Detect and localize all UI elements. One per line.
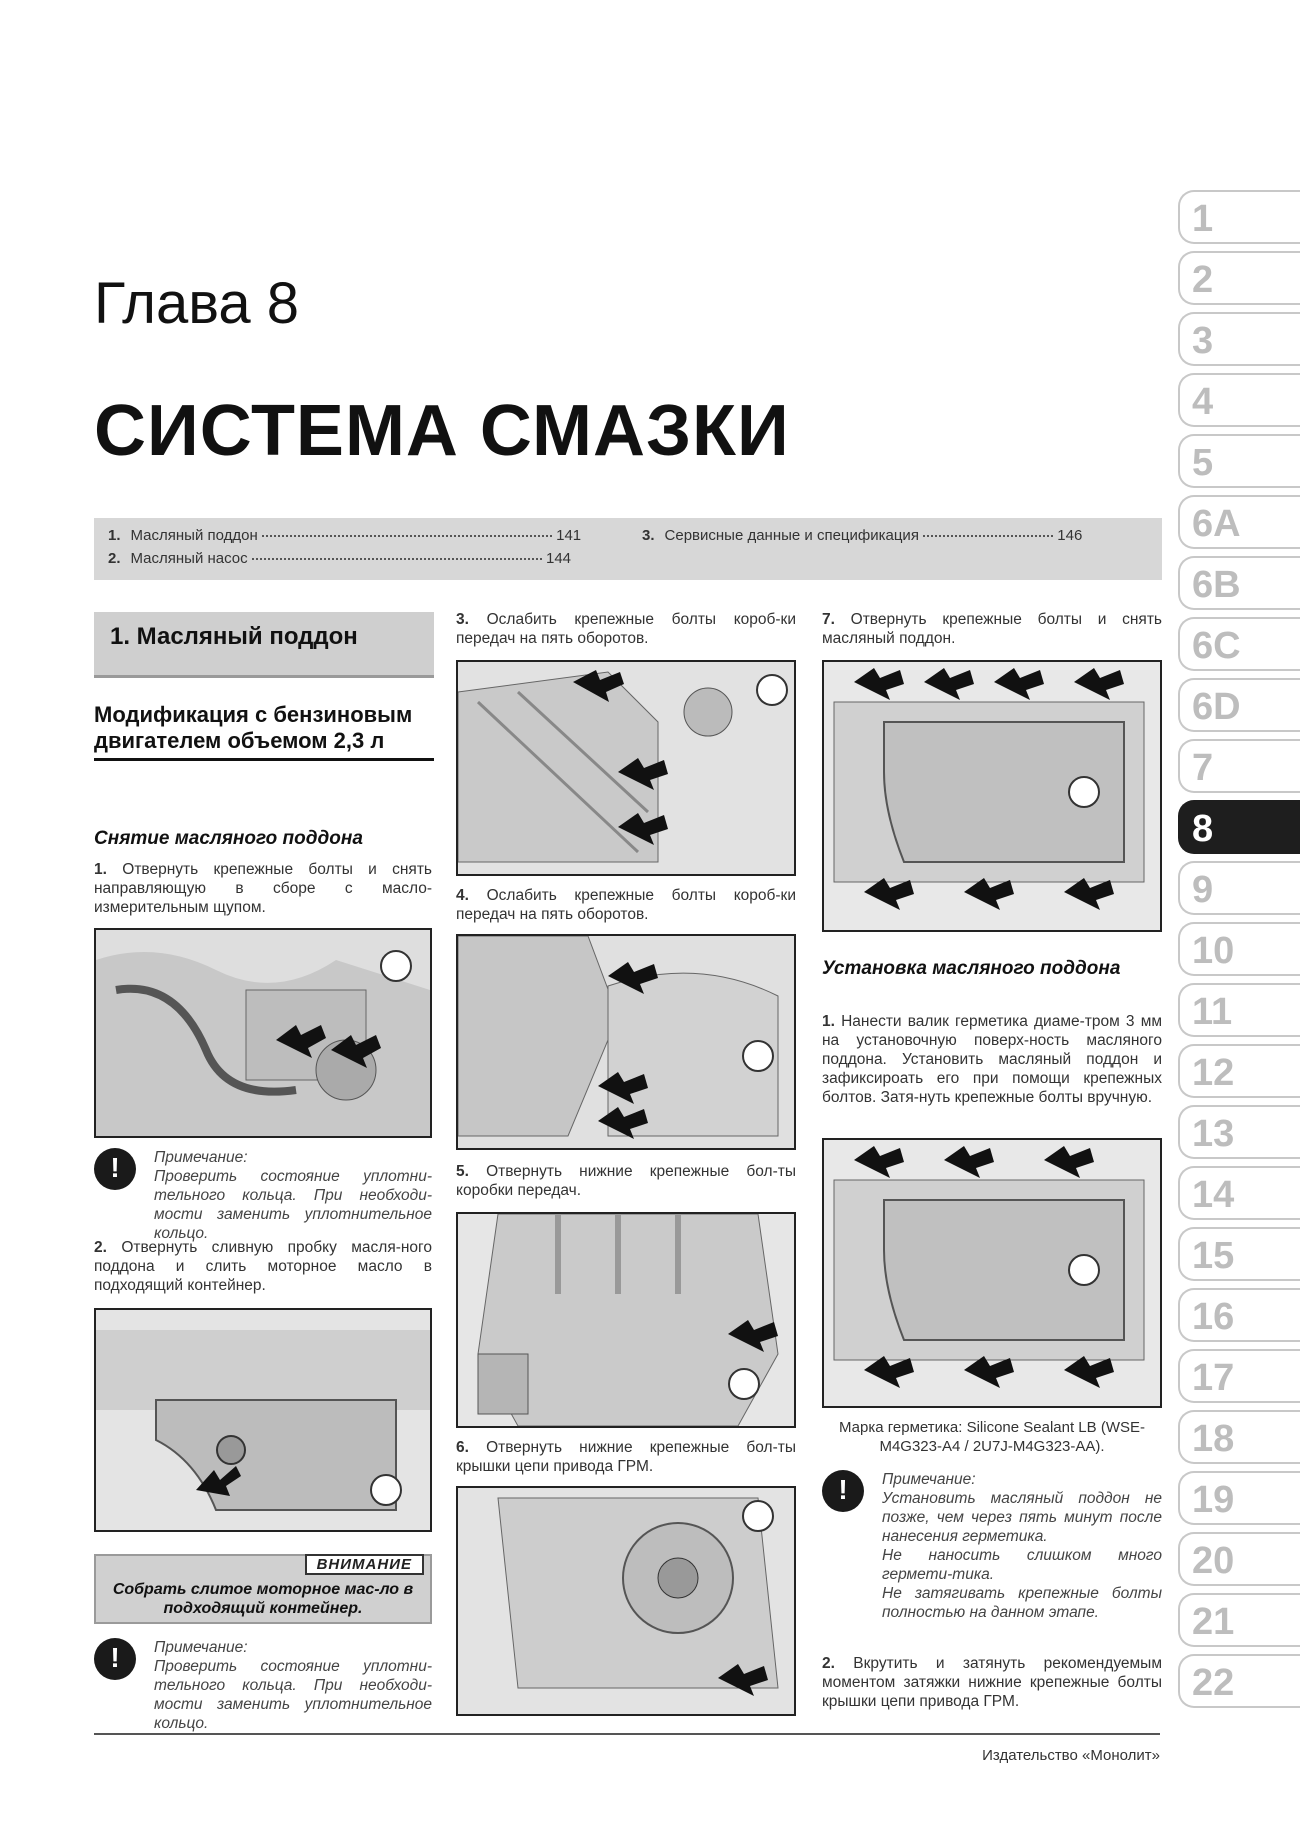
chapter-tab-18[interactable]: 18 <box>1178 1410 1300 1464</box>
oil-pan-illustration <box>824 662 1160 930</box>
step-text: Ослабить крепежные болты короб-ки передач на пять оборотов. <box>456 887 797 923</box>
chapter-tab-7[interactable]: 7 <box>1178 739 1300 793</box>
step-text: Ослабить крепежные болты короб-ки передач на пять оборотов. <box>456 611 797 647</box>
timing-cover-illustration <box>458 1488 794 1714</box>
toc-title: Масляный поддон <box>130 527 258 544</box>
chapter-tab-19[interactable]: 19 <box>1178 1471 1300 1525</box>
step-number: 2. <box>94 1239 107 1256</box>
note-line: Установить масляный поддон не позже, чем через пять минут после нанесения герметика. <box>882 1490 1162 1545</box>
step-7 <box>822 610 1162 648</box>
toc-num: 2. <box>108 550 121 567</box>
oil-pan-illustration <box>824 1140 1160 1406</box>
note-label: Примечание: <box>882 1471 976 1488</box>
install-step-2 <box>822 1654 1162 1711</box>
chapter-tab-6c[interactable]: 6C <box>1178 617 1300 671</box>
chapter-tab-11[interactable]: 11 <box>1178 983 1300 1037</box>
step-4 <box>456 886 796 924</box>
step-5 <box>456 1162 796 1200</box>
chapter-tab-16[interactable]: 16 <box>1178 1288 1300 1342</box>
gearbox-photo-3 <box>456 1212 796 1428</box>
install-heading: Установка масляного поддона <box>822 958 1121 979</box>
chapter-tab-15[interactable]: 15 <box>1178 1227 1300 1281</box>
publisher: Издательство «Монолит» <box>982 1747 1160 1764</box>
footer-divider <box>94 1733 1160 1735</box>
gearbox-photo-1 <box>456 660 796 876</box>
note-text <box>882 1470 1162 1622</box>
timing-cover-photo <box>456 1486 796 1716</box>
table-of-contents <box>94 518 1162 580</box>
note-icon <box>94 1148 136 1190</box>
step-number: 3. <box>456 611 469 628</box>
note-3 <box>822 1470 1162 1620</box>
section-heading: 1. Масляный поддон <box>94 612 434 678</box>
chapter-tab-14[interactable]: 14 <box>1178 1166 1300 1220</box>
note-label: Примечание: <box>154 1639 248 1656</box>
oil-pan-illustration <box>96 1310 430 1530</box>
chapter-tab-9[interactable]: 9 <box>1178 861 1300 915</box>
chapter-tab-20[interactable]: 20 <box>1178 1532 1300 1586</box>
chapter-tabs <box>1178 190 1300 1715</box>
toc-num: 1. <box>108 527 121 544</box>
chapter-tab-5[interactable]: 5 <box>1178 434 1300 488</box>
toc-item[interactable] <box>108 550 571 567</box>
note-line: Не затягивать крепежные болты полностью на данном этапе. <box>882 1585 1162 1621</box>
warning-label: ВНИМАНИЕ <box>305 1554 424 1575</box>
engine-photo-1 <box>94 928 432 1138</box>
chapter-tab-6b[interactable]: 6B <box>1178 556 1300 610</box>
note-text <box>154 1638 432 1733</box>
step-number: 1. <box>94 861 107 878</box>
note-body: Проверить состояние уплотни-тельного кольца. При необходи-мости заменить уплотнительное кольцо. <box>154 1168 432 1242</box>
toc-dots <box>252 558 542 560</box>
step-number: 5. <box>456 1163 469 1180</box>
warning-text: Собрать слитое моторное мас-ло в подходящий контейнер. <box>112 1581 414 1617</box>
toc-page: 141 <box>556 527 582 544</box>
gearbox-illustration <box>458 936 794 1148</box>
chapter-tab-17[interactable]: 17 <box>1178 1349 1300 1403</box>
chapter-tab-21[interactable]: 21 <box>1178 1593 1300 1647</box>
oil-pan-photo <box>94 1308 432 1532</box>
page-title: СИСТЕМА СМАЗКИ <box>94 391 790 471</box>
toc-item[interactable] <box>642 527 1082 544</box>
chapter-tab-1[interactable]: 1 <box>1178 190 1300 244</box>
chapter-tab-3[interactable]: 3 <box>1178 312 1300 366</box>
chapter-tab-13[interactable]: 13 <box>1178 1105 1300 1159</box>
note-text <box>154 1148 432 1243</box>
step-2 <box>94 1238 432 1295</box>
modification-title: Модификация с бензиновым двигателем объемом 2,3 л <box>94 702 434 761</box>
install-step-1 <box>822 1012 1162 1107</box>
gearbox-illustration <box>458 1214 794 1426</box>
note-2 <box>94 1638 432 1732</box>
oil-pan-install-photo <box>822 1138 1162 1408</box>
step-text: Нанести валик герметика диаме-тром 3 мм на установочную поверх-ность масляного поддона. Установить масляный поддон и зафиксироать его при помощи крепежных болтов. Затя-нуть крепежные болты вручную. <box>822 1013 1163 1106</box>
chapter-tab-10[interactable]: 10 <box>1178 922 1300 976</box>
chapter-tab-12[interactable]: 12 <box>1178 1044 1300 1098</box>
step-text: Отвернуть сливную пробку масля-ного поддона и слить моторное масло в подходящий контейнер. <box>94 1239 432 1294</box>
toc-page: 144 <box>546 550 572 567</box>
note-label: Примечание: <box>154 1149 248 1166</box>
chapter-label: Глава 8 <box>94 271 300 336</box>
toc-dots <box>923 535 1053 537</box>
gearbox-photo-2 <box>456 934 796 1150</box>
engine-illustration <box>96 930 430 1136</box>
step-text: Отвернуть нижние крепежные бол-ты коробки передач. <box>456 1163 796 1199</box>
step-number: 2. <box>822 1655 835 1672</box>
oil-pan-removal-photo <box>822 660 1162 932</box>
chapter-tab-22[interactable]: 22 <box>1178 1654 1300 1708</box>
toc-title: Масляный насос <box>130 550 248 567</box>
toc-item[interactable] <box>108 527 581 544</box>
note-icon <box>822 1470 864 1512</box>
step-text: Отвернуть крепежные болты и снять направляющую в сборе с масло-измерительным щупом. <box>94 861 432 916</box>
step-number: 6. <box>456 1439 469 1456</box>
chapter-tab-8[interactable]: 8 <box>1178 800 1300 854</box>
step-3 <box>456 610 796 648</box>
step-6 <box>456 1438 796 1476</box>
chapter-tab-6a[interactable]: 6A <box>1178 495 1300 549</box>
note-line: Не наносить слишком много гермети-тика. <box>882 1547 1162 1583</box>
toc-dots <box>262 535 552 537</box>
step-number: 4. <box>456 887 469 904</box>
toc-num: 3. <box>642 527 655 544</box>
sealant-caption: Марка герметика: Silicone Sealant LB (WSE-M4G323-A4 / 2U7J-M4G323-AA). <box>839 1419 1145 1455</box>
step-number: 7. <box>822 611 835 628</box>
warning-box <box>94 1554 432 1624</box>
chapter-tab-6d[interactable]: 6D <box>1178 678 1300 732</box>
gearbox-illustration <box>458 662 794 874</box>
step-number: 1. <box>822 1013 835 1030</box>
note-body: Проверить состояние уплотни-тельного кольца. При необходи-мости заменить уплотнительное кольцо. <box>154 1658 432 1732</box>
step-text: Отвернуть нижние крепежные бол-ты крышки цепи привода ГРМ. <box>456 1439 796 1475</box>
step-1 <box>94 860 432 917</box>
chapter-tab-4[interactable]: 4 <box>1178 373 1300 427</box>
note-icon <box>94 1638 136 1680</box>
note-1 <box>94 1148 432 1242</box>
toc-page: 146 <box>1057 527 1083 544</box>
step-text: Отвернуть крепежные болты и снять масляный поддон. <box>822 611 1162 647</box>
removal-heading: Снятие масляного поддона <box>94 828 363 849</box>
toc-title: Сервисные данные и спецификация <box>664 527 919 544</box>
step-text: Вкрутить и затянуть рекомендуемым моментом затяжки нижние крепежные болты крышки цепи привода ГРМ. <box>822 1655 1162 1710</box>
chapter-tab-2[interactable]: 2 <box>1178 251 1300 305</box>
